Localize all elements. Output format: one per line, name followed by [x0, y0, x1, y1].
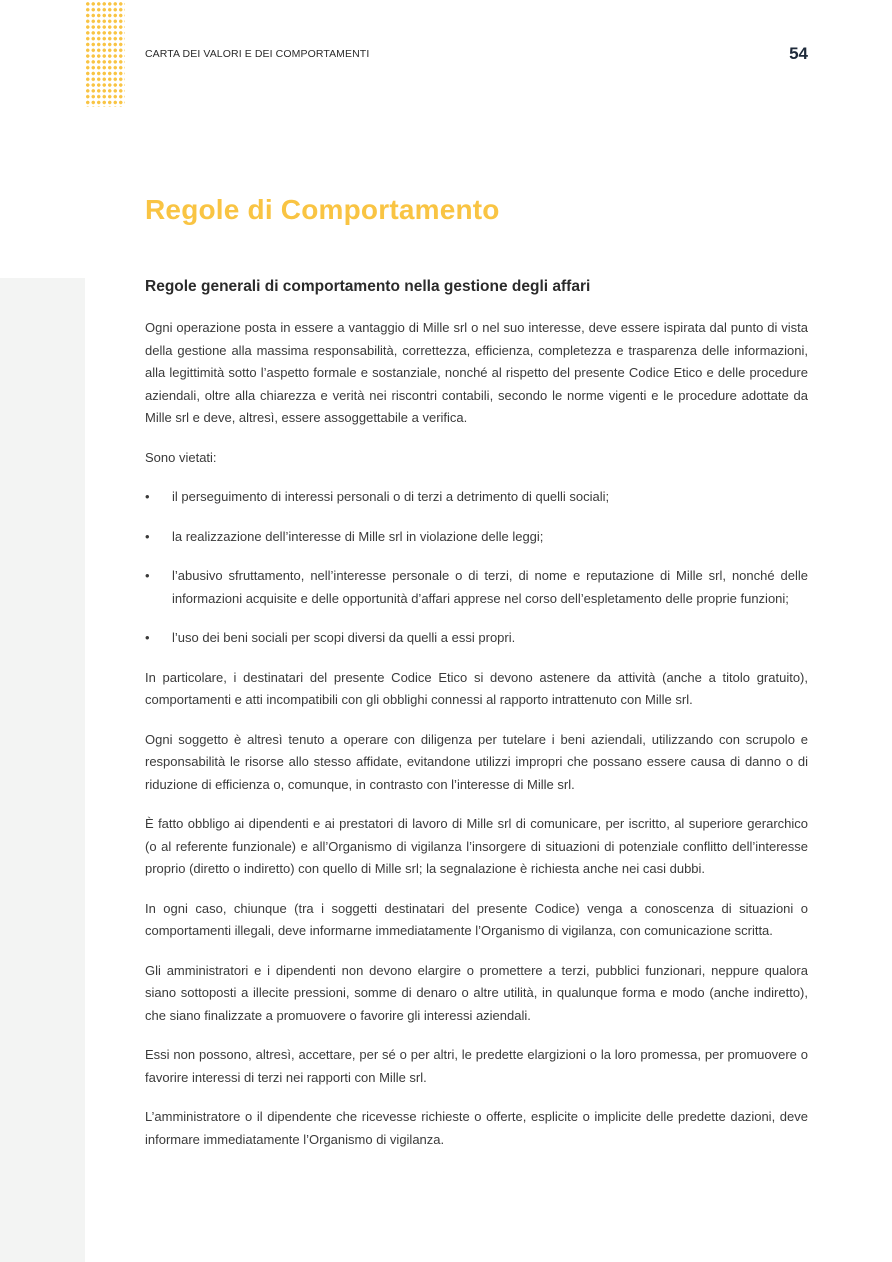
paragraph: È fatto obbligo ai dipendenti e ai prestatori di lavoro di Mille srl di comunicare, per iscritto, al superiore gerarchico (o al referente funzionale) e all’Organismo di vigilanza l’insorgere di situazioni di potenziale conflitto dell’interesse proprio (diretto o indiretto) con quello di Mille srl; la segnalazione è richiesta anche nei casi dubbi. [145, 816, 808, 876]
paragraph-intro: Ogni operazione posta in essere a vantaggio di Mille srl o nel suo interesse, deve essere ispirata dal punto di vista della gestione alla massima responsabilità, correttezza, efficienza, completezza e trasparenza delle informazioni, alla legittimità sotto l’aspetto formale e sostanziale, nonché al rispetto del presente Codice Etico e delle procedure aziendali, oltre alla chiarezza e verità nei riscontri contabili, secondo le norme vigenti e le procedure adottate da Mille srl e deve, altresì, essere assoggettabile a verifica. [145, 320, 808, 425]
paragraph-prohibitions-lead: Sono vietati: [145, 449, 217, 465]
section-title: Regole di Comportamento [145, 194, 500, 225]
list-item [145, 627, 808, 650]
paragraph: Essi non possono, altresì, accettare, per sé o per altri, le predette elargizioni o la loro promessa, per promuovere o favorire interessi di terzi nei rapporti con Mille srl. [145, 1047, 808, 1085]
list-item [145, 565, 808, 610]
section-subtitle: Regole generali di comportamento nella gestione degli affari [145, 278, 591, 295]
bullet-icon: • [145, 489, 150, 504]
paragraph: Gli amministratori e i dipendenti non devono elargire o promettere a terzi, pubblici funzionari, neppure qualora siano sottoposti a illecite pressioni, somme di denaro o altre utilità, in qualunque forma e modo (anche indiretto), che siano finalizzate a promuovere o favorire gli interessi aziendali. [145, 962, 808, 1023]
bullet-icon: • [145, 630, 150, 645]
paragraph: In ogni caso, chiunque (tra i soggetti destinatari del presente Codice) venga a conoscenza di situazioni o comportamenti illegali, deve informarne immediatamente l’Organismo di vigilanza, con comunicazione scritta. [145, 900, 808, 938]
list-item-text: la realizzazione dell’interesse di Mille srl in violazione delle leggi; [172, 528, 544, 544]
content-body [145, 276, 808, 1168]
list-item-text: l’uso dei beni sociali per scopi diversi da quelli a essi propri. [172, 630, 516, 645]
prohibitions-list [145, 486, 808, 650]
list-item [145, 526, 808, 549]
paragraph: In particolare, i destinatari del presente Codice Etico si devono astenere da attività (anche a titolo gratuito), comportamenti e atti incompatibili con gli obblighi connessi al rapporto intrattenuto con Mille srl. [145, 669, 808, 707]
list-item [145, 486, 808, 509]
decorative-dot-pattern [85, 1, 125, 107]
running-header: CARTA DEI VALORI E DEI COMPORTAMENTI [145, 48, 370, 60]
bullet-icon: • [145, 528, 150, 544]
page-number: 54 [789, 44, 808, 63]
side-band [0, 278, 85, 1262]
bullet-icon: • [145, 568, 150, 583]
list-item-text: l’abusivo sfruttamento, nell’interesse personale o di terzi, di nome e reputazione di Mille srl, nonché delle informazioni acquisite e delle opportunità d’affari apprese nel corso dell’espletamento delle proprie funzioni; [172, 568, 808, 606]
paragraph: Ogni soggetto è altresì tenuto a operare con diligenza per tutelare i beni aziendali, utilizzando con scrupolo e responsabilità le risorse allo stesso affidate, evitandone utilizzi impropri che possano essere causa di danno o di riduzione di efficienza o, comunque, in contrasto con l’interesse di Mille srl. [145, 731, 808, 792]
list-item-text: il perseguimento di interessi personali o di terzi a detrimento di quelli sociali; [172, 489, 610, 504]
paragraph: L’amministratore o il dipendente che ricevesse richieste o offerte, esplicite o implicite delle predette dazioni, deve informare immediatamente l’Organismo di vigilanza. [145, 1109, 808, 1147]
